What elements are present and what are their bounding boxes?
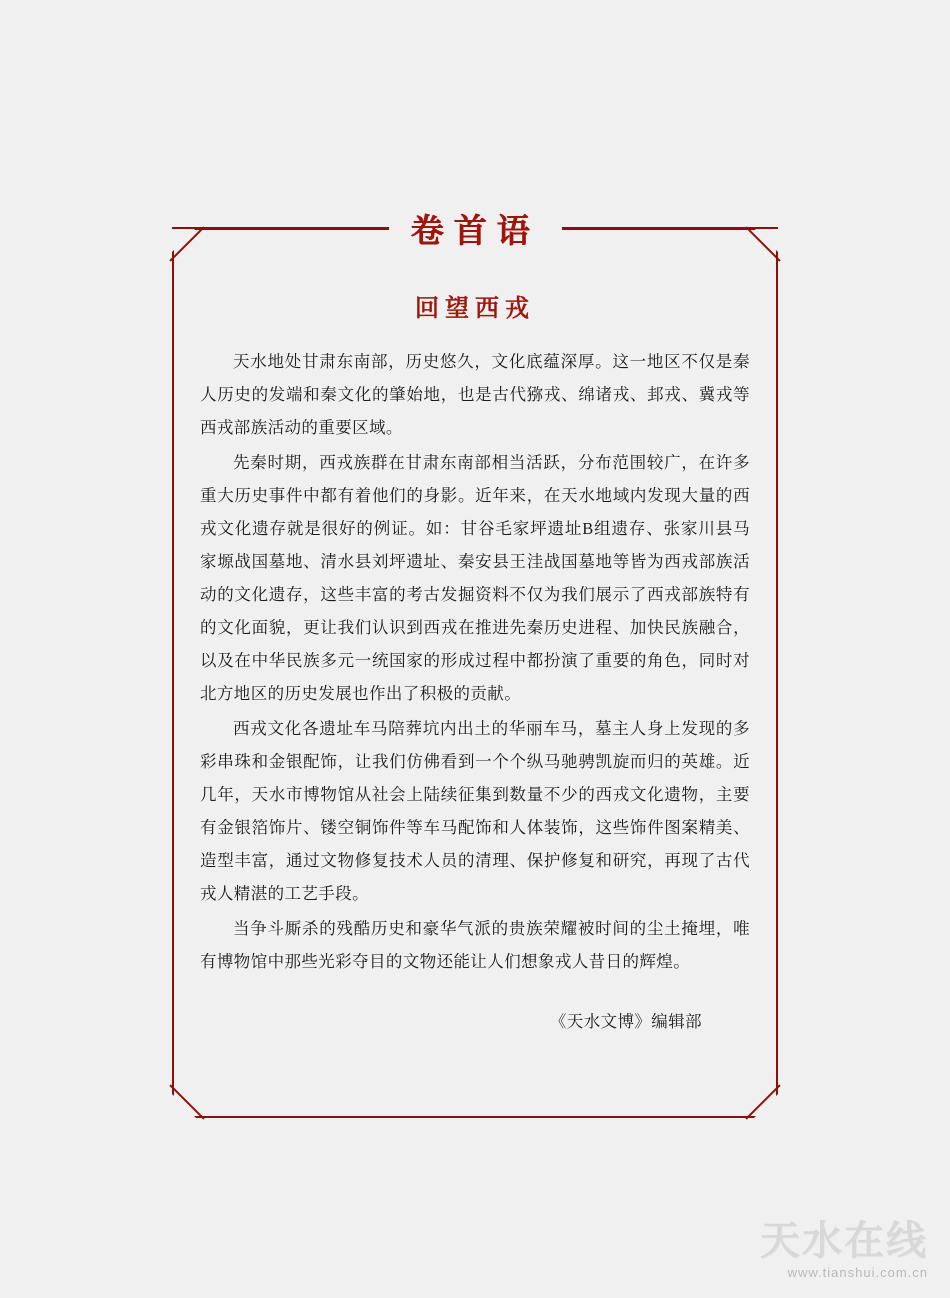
watermark: [760, 1218, 928, 1280]
banner-rule-left: [172, 227, 389, 229]
article-paragraph: 当争斗厮杀的残酷历史和豪华气派的贵族荣耀被时间的尘土掩埋，唯有博物馆中那些光彩夺目的文物还能让人们想象戎人昔日的辉煌。: [200, 919, 750, 971]
watermark-title: 天水在线: [760, 1218, 928, 1264]
article-paragraph: 西戎文化各遗址车马陪葬坑内出土的华丽车马，墓主人身上发现的多彩串珠和金银配饰，让我们仿佛看到一个个纵马驰骋凯旋而归的英雄。近几年，天水市博物馆从社会上陆续征集到数量不少的西戎文化遗物，主要有金银箔饰片、镂空铜饰件等车马配饰和人体装饰，这些饰件图案精美、造型丰富，通过文物修复技术人员的清理、保护修复和研究，再现了古代戎人精湛的工艺手段。: [200, 719, 750, 903]
banner-header: [172, 196, 778, 260]
article-paragraph: 天水地处甘肃东南部，历史悠久，文化底蕴深厚。这一地区不仅是秦人历史的发端和秦文化的肇始地，也是古代猕戎、绵诸戎、邽戎、冀戎等西戎部族活动的重要区域。: [200, 352, 750, 437]
banner-title: 卷首语: [389, 205, 562, 252]
watermark-url: www.tianshui.com.cn: [787, 1265, 928, 1280]
article-paragraph: 先秦时期，西戎族群在甘肃东南部相当活跃，分布范围较广，在许多重大历史事件中都有着他们的身影。近年来，在天水地域内发现大量的西戎文化遗存就是很好的例证。如：甘谷毛家坪遗址B组遗存、张家川县马家塬战国墓地、清水县刘坪遗址、秦安县王洼战国墓地等皆为西戎部族活动的文化遗存，这些丰富的考古发掘资料不仅为我们展示了西戎部族特有的文化面貌，更让我们认识到西戎在推进先秦历史进程、加快民族融合，以及在中华民族多元一统国家的形成过程中都扮演了重要的角色，同时对北方地区的历史发展也作出了积极的贡献。: [200, 453, 750, 703]
article-title: 回望西戎: [415, 293, 535, 322]
article-body: [200, 272, 750, 1092]
banner-rule-right: [562, 227, 779, 229]
article-signature: 《天水文博》编辑部: [549, 1012, 702, 1031]
